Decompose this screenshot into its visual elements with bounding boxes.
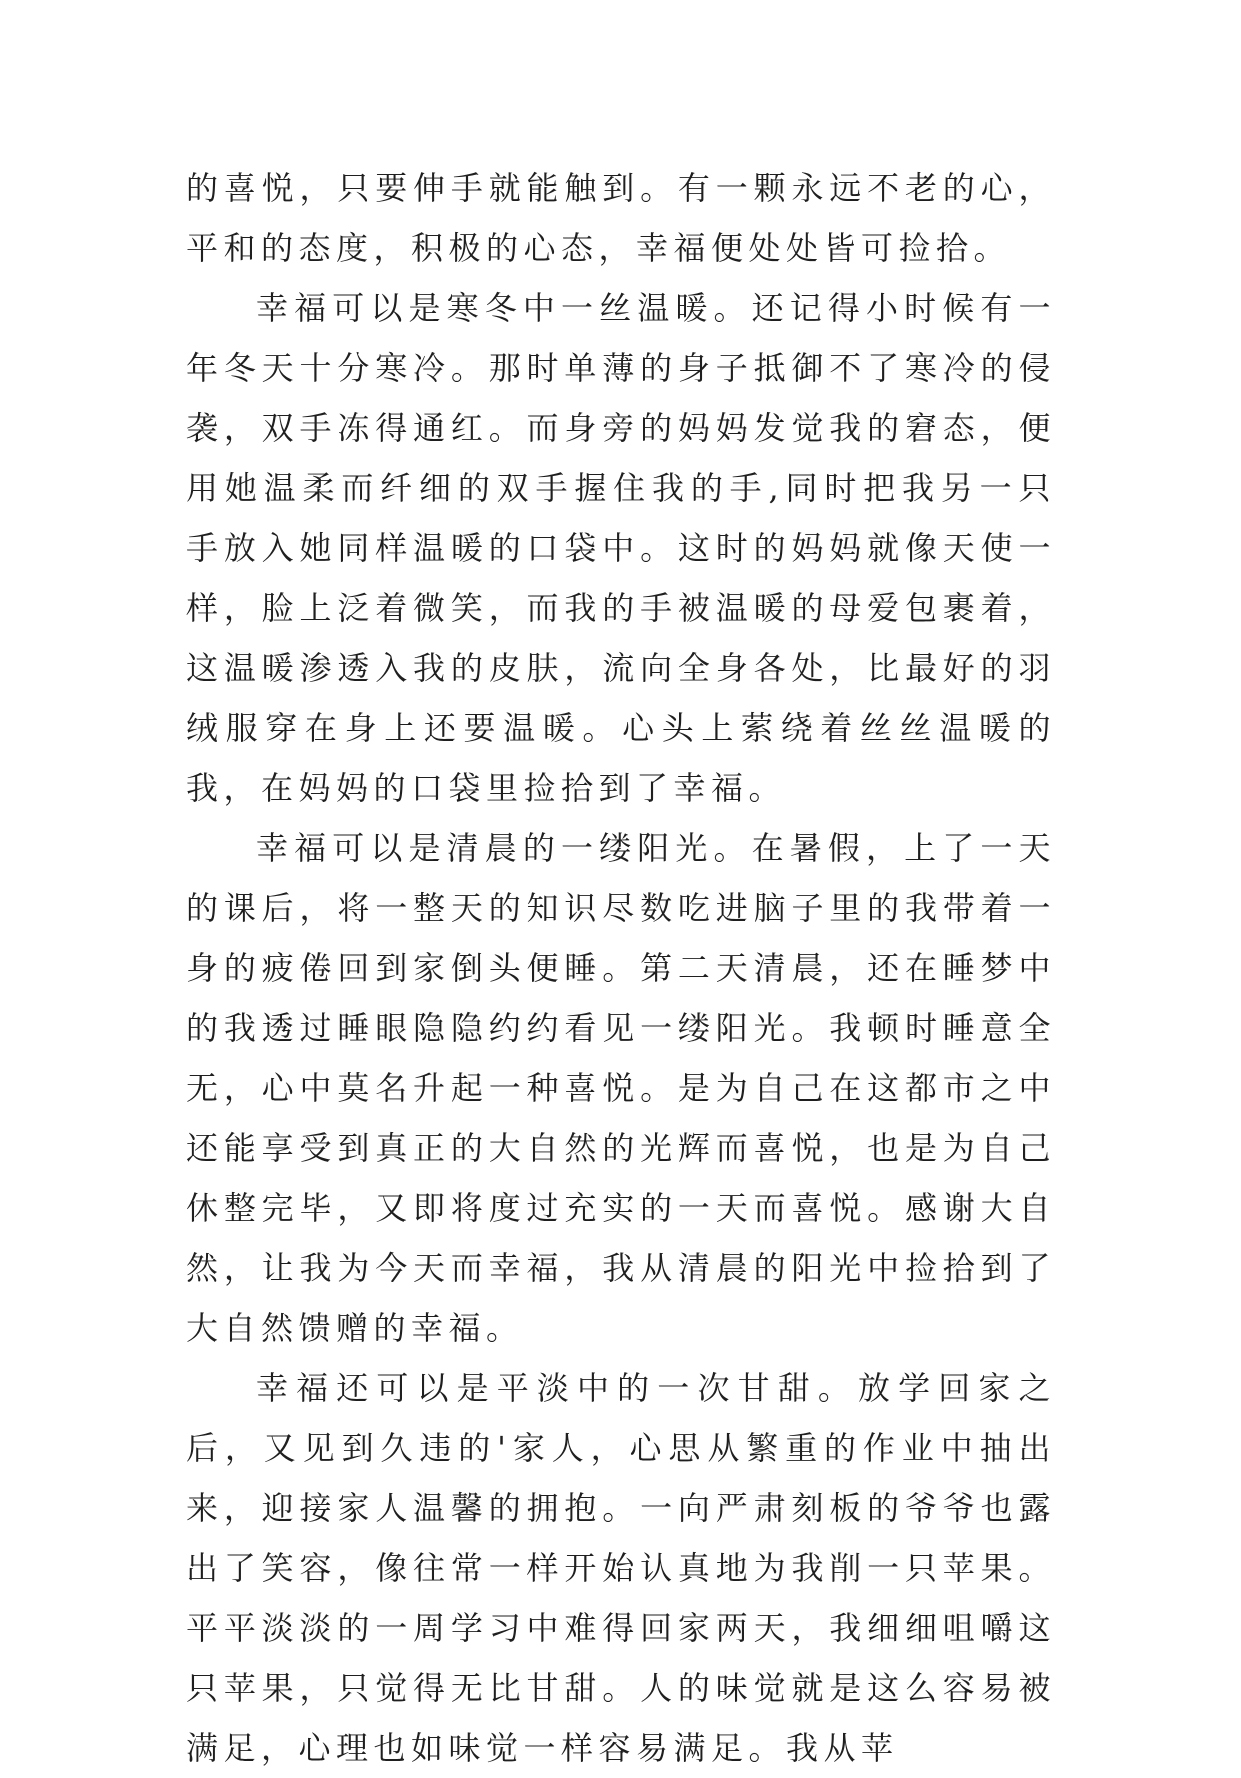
- paragraph-2: 幸福可以是寒冬中一丝温暖。还记得小时候有一年冬天十分寒冷。那时单薄的身子抵御不了寒冷的侵袭，双手冻得通红。而身旁的妈妈发觉我的窘态，便用她温柔而纤细的双手握住我的手,同时把我另一只手放入她同样温暖的口袋中。这时的妈妈就像天使一样，脸上泛着微笑，而我的手被温暖的母爱包裹着，这温暖渗透入我的皮肤，流向全身各处，比最好的羽绒服穿在身上还要温暖。心头上萦绕着丝丝温暖的我，在妈妈的口袋里捡拾到了幸福。: [186, 289, 1056, 807]
- paragraph-4: 幸福还可以是平淡中的一次甘甜。放学回家之后，又见到久违的'家人，心思从繁重的作业中抽出来，迎接家人温馨的拥抱。一向严肃刻板的爷爷也露出了笑容，像往常一样开始认真地为我削一只苹果。平平淡淡的一周学习中难得回家两天，我细细咀嚼这只苹果，只觉得无比甘甜。人的味觉就是这么容易被满足，心理也如味觉一样容易满足。我从苹: [186, 1369, 1056, 1767]
- paragraph-1: 的喜悦，只要伸手就能触到。有一颗永远不老的心，平和的态度，积极的心态，幸福便处处皆可捡拾。: [186, 169, 1056, 267]
- body-text: [186, 158, 1056, 1778]
- paragraph-3: 幸福可以是清晨的一缕阳光。在暑假，上了一天的课后，将一整天的知识尽数吃进脑子里的我带着一身的疲倦回到家倒头便睡。第二天清晨，还在睡梦中的我透过睡眼隐隐约约看见一缕阳光。我顿时睡意全无，心中莫名升起一种喜悦。是为自己在这都市之中还能享受到真正的大自然的光辉而喜悦，也是为自己休整完毕，又即将度过充实的一天而喜悦。感谢大自然，让我为今天而幸福，我从清晨的阳光中捡拾到了大自然馈赠的幸福。: [186, 829, 1056, 1347]
